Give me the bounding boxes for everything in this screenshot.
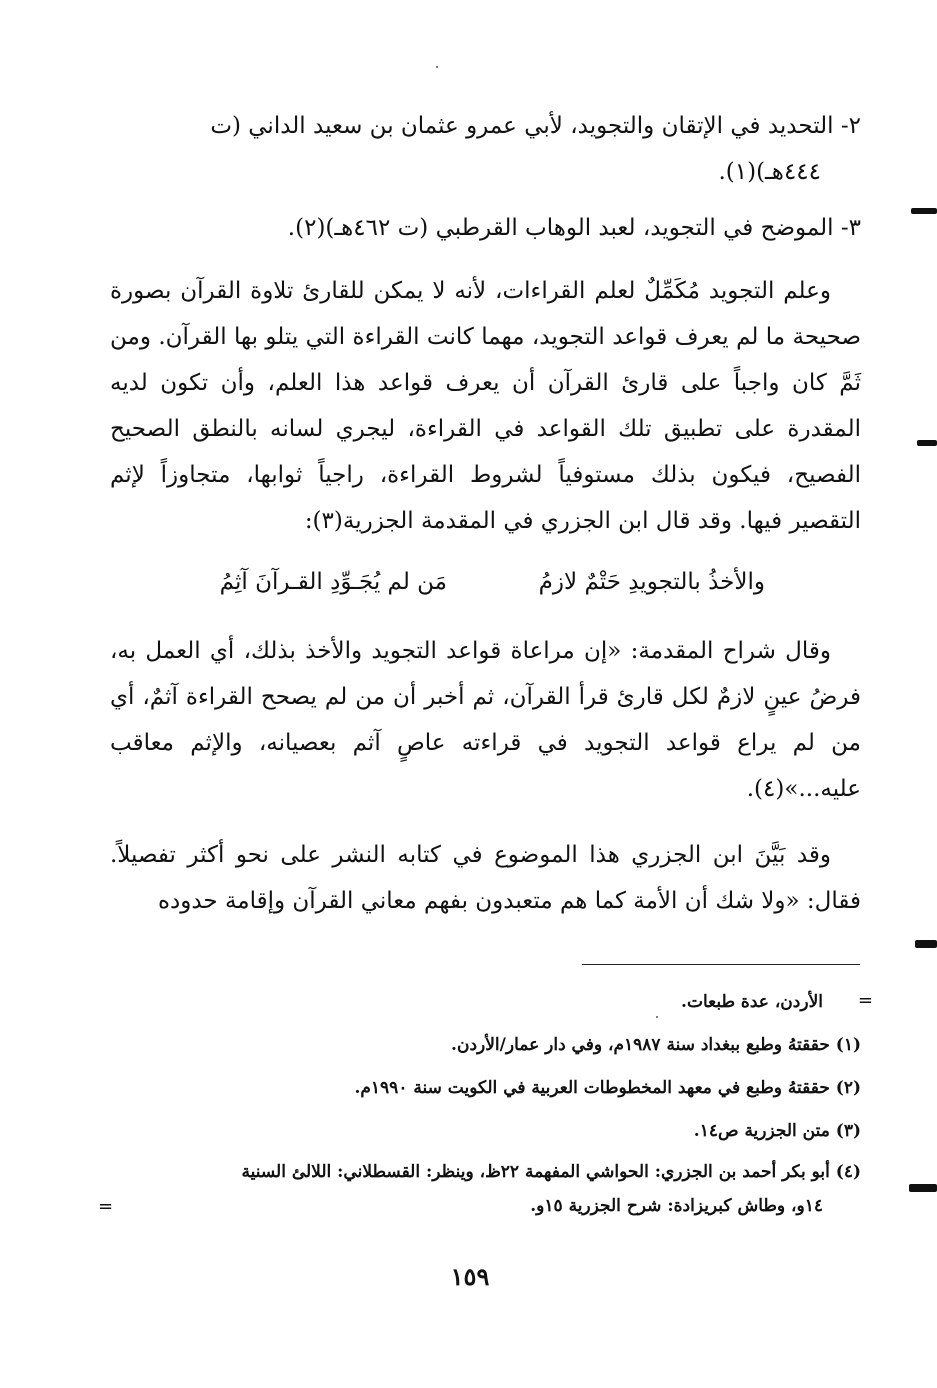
continuation-mark: = xyxy=(857,990,873,1011)
verse-second-hemistich: مَن لم يُجَـوِّدِ القـرآنَ آثِمُ xyxy=(219,569,447,595)
end-mark: = xyxy=(98,1196,114,1217)
list-item-3-line1: ٣- الموضح في التجويد، لعبد الوهاب القرطبي (ت ٤٦٢هـ)(٢). xyxy=(287,215,861,241)
footnote-continuation: الأردن، عدة طبعات. xyxy=(681,992,823,1012)
paragraph-1: وعلم التجويد مُكَمِّلٌ لعلم القراءات، لأنه لا يمكن للقارئ تلاوة القرآن بصورة صحيحة ما لم يعرف قواعد التجويد، مهما كانت القراءة التي يتلو بها القرآن. ومن ثَمَّ كان واجباً على قارئ القرآن أن يعرف قواعد هذا العلم، وأن تكون لديه المقدرة على تطبيق تلك القواعد في القراءة، ليجري لسانه بالنطق الصحيح الفصيح، فيكون بذلك مستوفياً لشروط القراءة، راجياً ثوابها، متجاوزاً لإثم التقصير فيها. وقد قال ابن الجزري في المقدمة الجزرية(٣): xyxy=(110,278,861,534)
margin-mark xyxy=(917,440,937,446)
verse-first-hemistich: والأخذُ بالتجويدِ حَتْمٌ لازمُ xyxy=(538,569,765,595)
footnote-2: (٢) حققتهُ وطبع في معهد المخطوطات العربية في الكويت سنة ١٩٩٠م. xyxy=(354,1078,861,1098)
footnote-3: (٣) متن الجزرية ص١٤. xyxy=(693,1121,861,1141)
scan-speck xyxy=(436,66,438,68)
list-item-2-line2: ٤٤٤هـ)(١). xyxy=(718,159,821,185)
footnote-separator xyxy=(582,964,860,965)
paragraph-3: وقد بَيَّنَ ابن الجزري هذا الموضوع في كتابه النشر على نحو أكثر تفصيلاً. فقال: «ولا شك أن الأمة كما هم متعبدون بفهم معاني القرآن وإقامة حدوده xyxy=(110,842,861,914)
list-item-2 xyxy=(110,103,861,195)
footnote-4-line2: ١٤و، وطاش كبريزادة: شرح الجزرية ١٥و. xyxy=(530,1196,823,1216)
list-item-3 xyxy=(110,205,861,251)
page-number: ١٥٩ xyxy=(450,1262,490,1291)
margin-mark xyxy=(909,1184,937,1192)
footnote-4-line1: (٤) أبو بكر أحمد بن الجزري: الحواشي المفهمة ٢٢ظ، وينظر: القسطلاني: اللالئ السنية xyxy=(241,1162,861,1182)
scan-speck xyxy=(656,1016,658,1018)
margin-mark xyxy=(915,940,937,948)
margin-mark xyxy=(911,208,937,214)
paragraph-2: وقال شراح المقدمة: «إن مراعاة قواعد التجويد والأخذ بذلك، أي العمل به، فرضُ عينٍ لازمٌ لكل قارئ قرأ القرآن، ثم أخبر أن من لم يصحح القراءة آثمٌ، أي من لم يراع قواعد التجويد في قراءته عاصٍ آثم بعصيانه، والإثم معاقب عليه...»(٤). xyxy=(110,638,861,802)
footnote-1: (١) حققتهُ وطبع ببغداد سنة ١٩٨٧م، وفي دار عمار/الأردن. xyxy=(451,1035,861,1055)
list-item-2-line1: ٢- التحديد في الإتقان والتجويد، لأبي عمرو عثمان بن سعيد الداني (ت xyxy=(210,113,861,139)
footnote-4 xyxy=(110,1155,861,1223)
